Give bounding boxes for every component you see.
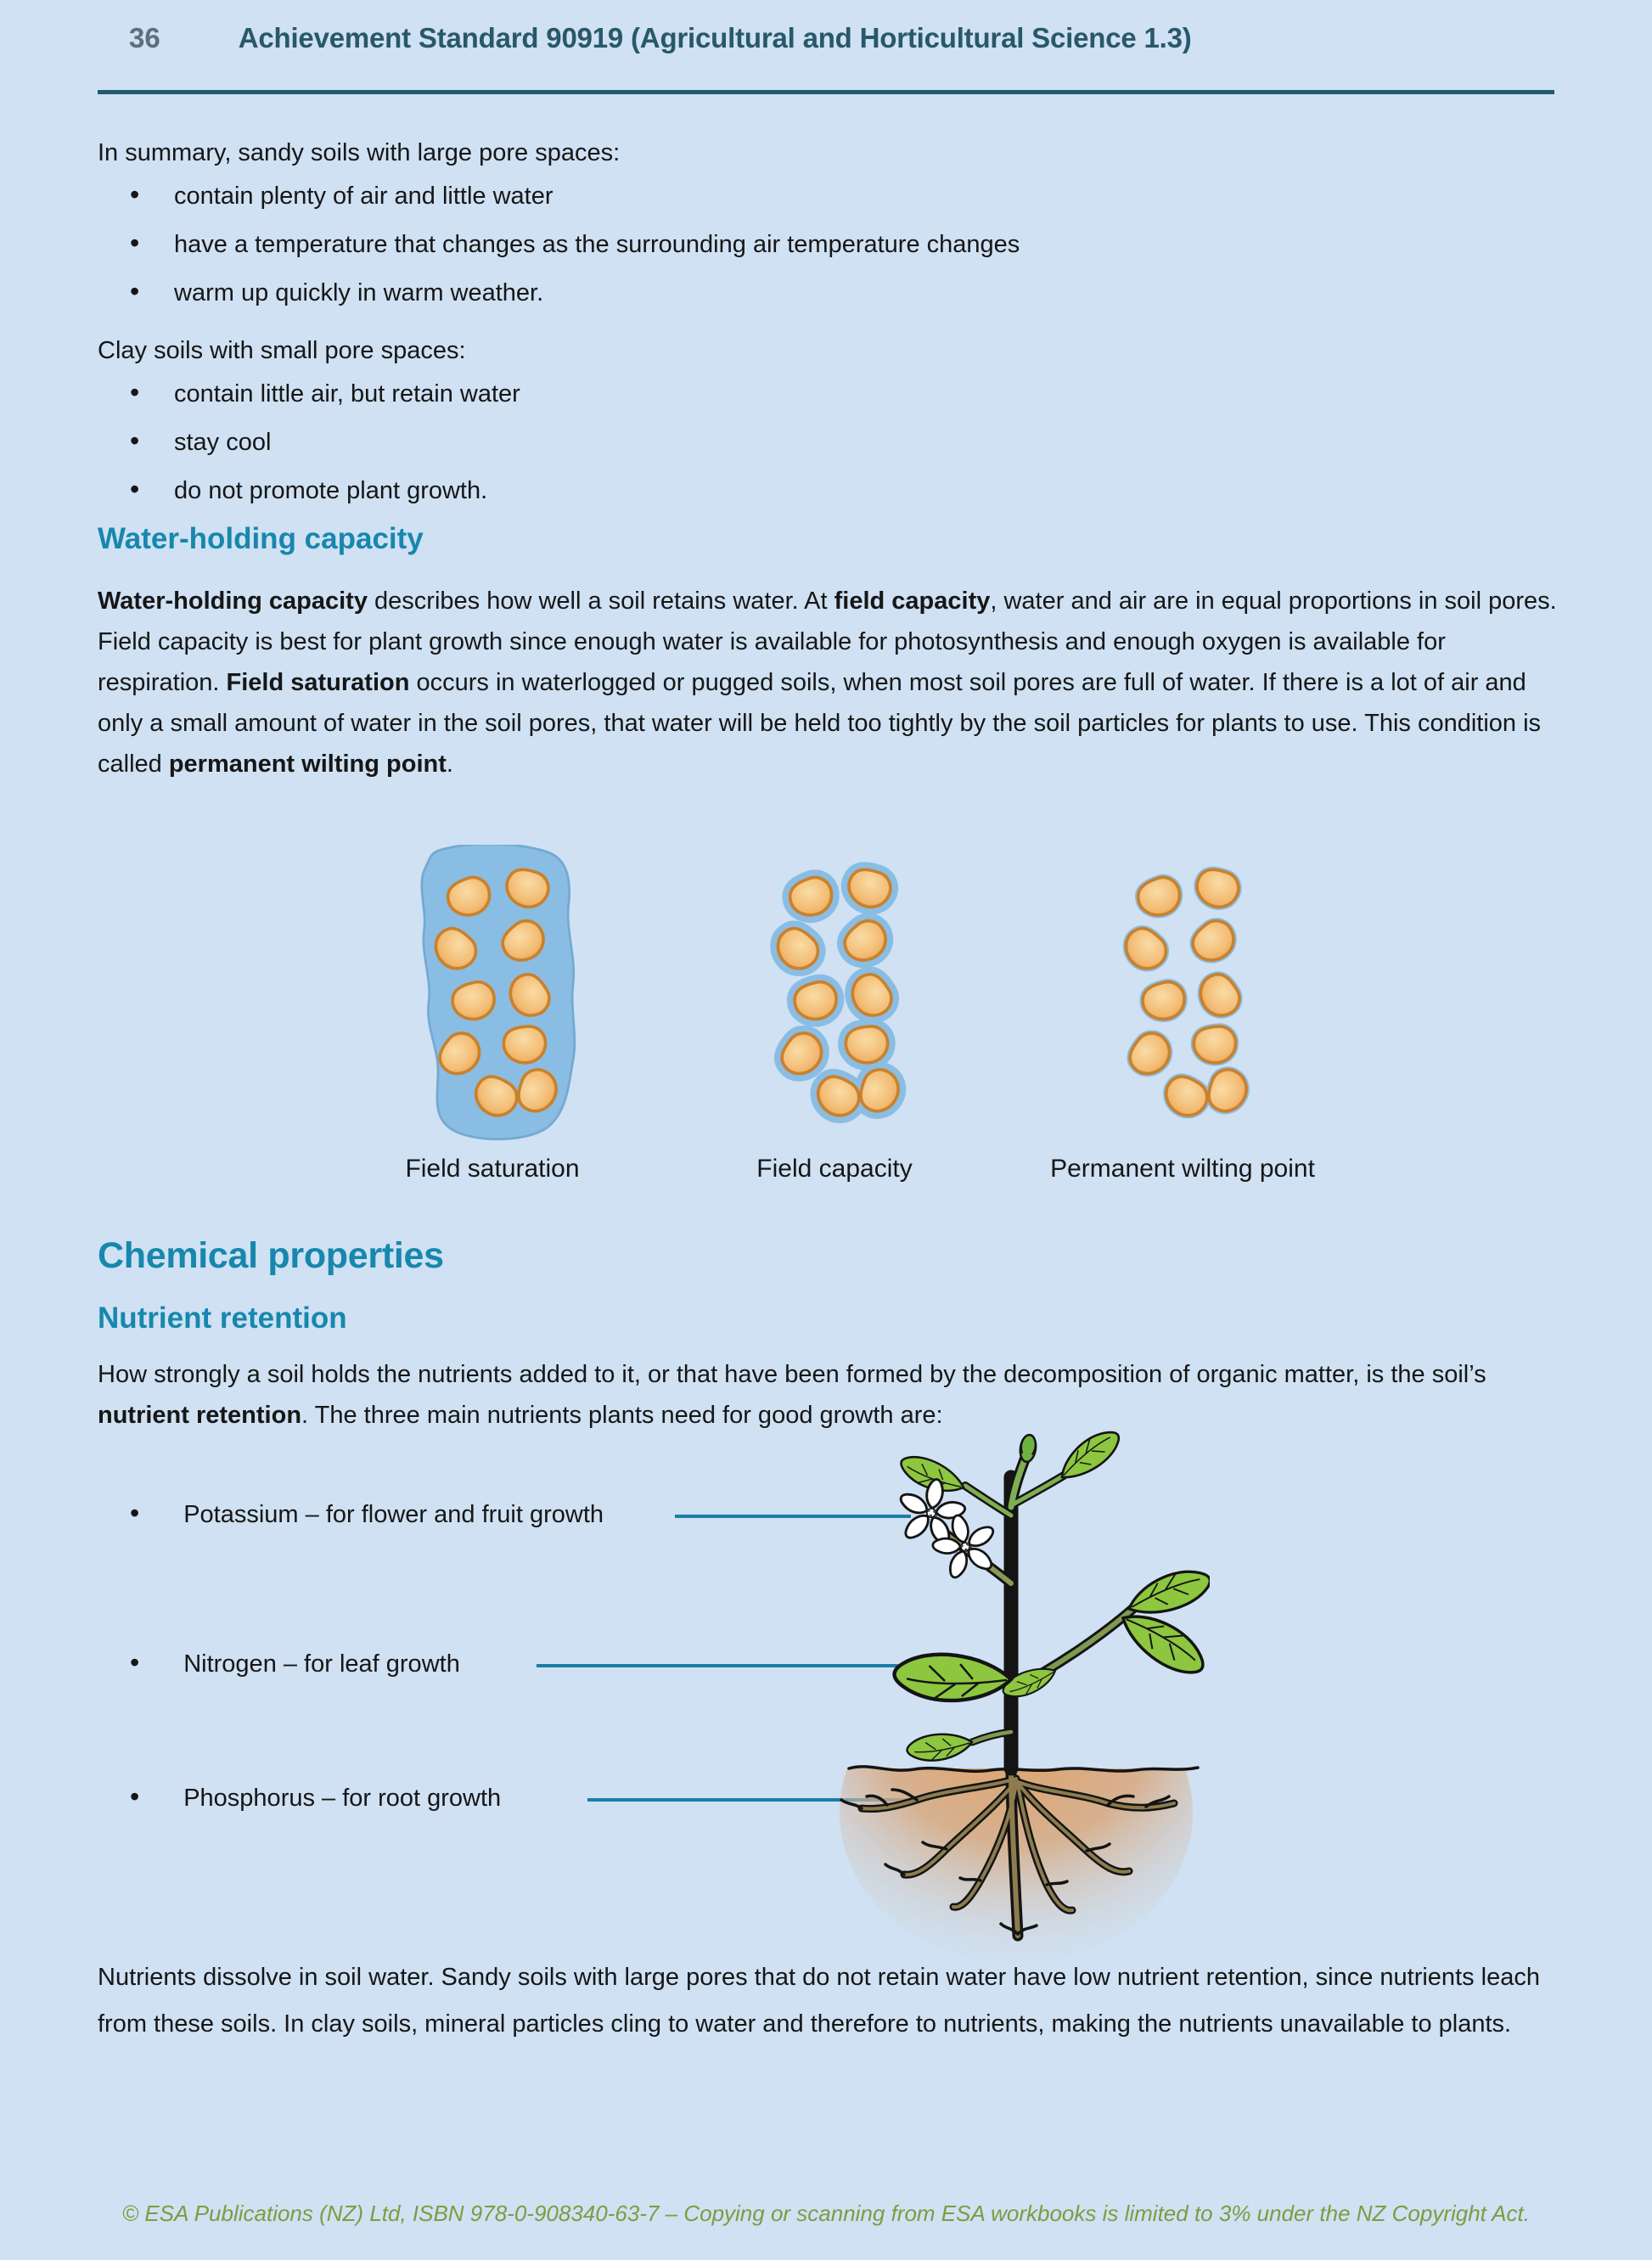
page-title: Achievement Standard 90919 (Agricultural and Horticultural Science 1.3) — [238, 22, 1192, 53]
water-holding-paragraph: Water-holding capacity describes how well a soil retains water. At field capacity, water and air are in equal proportions in soil pores. Field capacity is best for plant growth since enough water is available for photosynthesis and enough oxygen is available for respiration. Field saturation occurs in waterlogged or pugged soils, when most soil pores are full of water. If there is a lot of air and only a small amount of water in the soil pores, that water will be held too tightly by the soil particles for plants to use. This condition is called permanent wilting point. — [98, 587, 1557, 778]
bold-term: Field saturation — [226, 669, 410, 696]
nutrient-item-potassium: • Potassium – for flower and fruit growth — [130, 1498, 604, 1528]
list-item: • stay cool — [130, 425, 272, 456]
sandy-summary-list — [98, 181, 1562, 326]
figure-caption: Field saturation — [405, 1155, 580, 1183]
bullet-dot: • — [130, 1781, 140, 1812]
section-heading-water-holding: Water-holding capacity — [98, 522, 424, 555]
bold-term: field capacity — [834, 587, 991, 615]
section-heading-chemical: Chemical properties — [98, 1235, 444, 1276]
bold-term: permanent wilting point — [168, 751, 447, 778]
bullet-dot: • — [130, 425, 140, 456]
nutrient-item-nitrogen: • Nitrogen – for leaf growth — [130, 1647, 460, 1678]
field-saturation-figure — [401, 845, 583, 1151]
bold-term: Water-holding capacity — [98, 587, 368, 615]
list-item: • contain plenty of air and little water — [130, 179, 553, 210]
bullet-dot: • — [130, 1498, 140, 1528]
clay-summary-list — [98, 379, 1562, 524]
bullet-dot: • — [130, 1647, 140, 1678]
bullet-dot: • — [130, 228, 140, 258]
closing-paragraph: Nutrients dissolve in soil water. Sandy soils with large pores that do not retain water have low nutrient retention, since nutrients leach from these soils. In clay soils, mineral particles cling to water and therefore to nutrients, making the nutrients unavailable to plants. — [98, 1964, 1541, 2038]
plant-illustration — [836, 1426, 1210, 1974]
nutrient-retention-paragraph: How strongly a soil holds the nutrients added to it, or that have been formed by the decomposition of organic matter, is the soil’s nutrient retention. The three main nutrients plants need for good growth are: — [98, 1361, 1486, 1429]
page-number: 36 — [129, 22, 160, 53]
bold-term: nutrient retention — [98, 1402, 302, 1429]
list-item: • have a temperature that changes as the surrounding air temperature changes — [130, 228, 1020, 258]
bullet-dot: • — [130, 377, 140, 408]
list-item: • contain little air, but retain water — [130, 377, 520, 408]
section-heading-nutrient-retention: Nutrient retention — [98, 1301, 347, 1335]
bud — [1019, 1434, 1037, 1463]
footer-copyright: © ESA Publications (NZ) Ltd, ISBN 978-0-908340-63-7 – Copying or scanning from ESA workbooks is limited to 3% under the NZ Copyright Act. — [122, 2201, 1530, 2226]
list-item: • warm up quickly in warm weather. — [130, 276, 544, 306]
list-item: • do not promote plant growth. — [130, 474, 488, 504]
bullet-dot: • — [130, 276, 140, 306]
nutrient-item-phosphorus: • Phosphorus – for root growth — [130, 1781, 502, 1812]
figure-caption: Permanent wilting point — [1050, 1155, 1315, 1183]
clay-summary-intro: Clay soils with small pore spaces: — [98, 337, 466, 364]
leaves — [892, 1426, 1210, 1762]
field-capacity-figure — [743, 845, 925, 1151]
stem-and-branches — [938, 1455, 1138, 1768]
page-header — [129, 22, 1192, 54]
permanent-wilting-figure — [1091, 845, 1273, 1151]
bullet-dot: • — [130, 179, 140, 210]
header-rule — [98, 90, 1554, 94]
figure-caption: Field capacity — [756, 1155, 913, 1183]
sandy-summary-intro: In summary, sandy soils with large pore spaces: — [98, 139, 621, 166]
bullet-dot: • — [130, 474, 140, 504]
